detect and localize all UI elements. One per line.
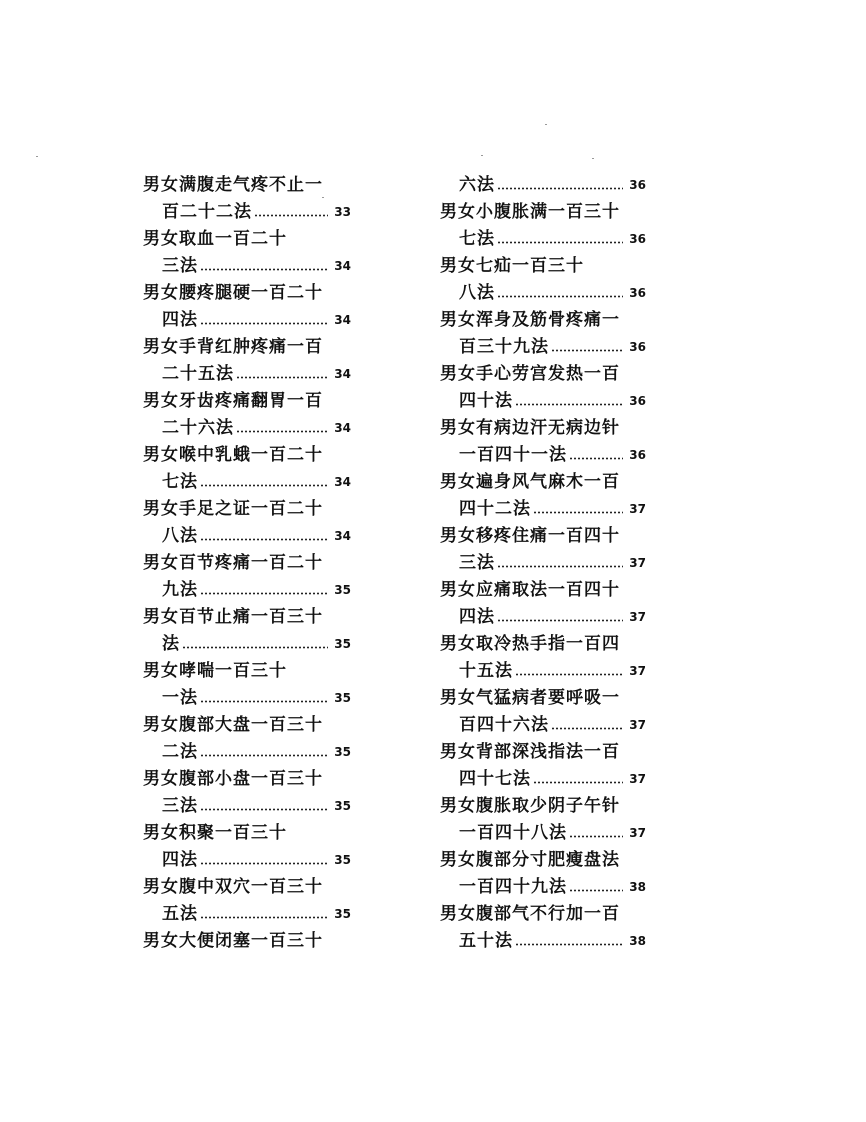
- scan-speck: [322, 197, 324, 198]
- toc-entry-text: 男女腹部大盘一百三十: [143, 715, 323, 735]
- dot-leader: [569, 457, 623, 460]
- dot-leader: [515, 943, 623, 946]
- toc-entry-text: 男女大便闭塞一百三十: [143, 931, 323, 951]
- toc-entry-title-line: [440, 523, 646, 550]
- page-number: 37: [629, 718, 646, 732]
- toc-entry-title-line: [440, 793, 646, 820]
- toc-entry-title-line: [440, 469, 646, 496]
- dot-leader: [497, 565, 623, 568]
- toc-entry-page-line: [143, 847, 351, 874]
- dot-leader: [551, 349, 623, 352]
- page-number: 36: [629, 394, 646, 408]
- scan-speck: [592, 158, 594, 159]
- toc-entry-text: 男女取血一百二十: [143, 229, 287, 249]
- page-number: 35: [334, 799, 351, 813]
- toc-entry-text: 二十六法: [162, 418, 234, 438]
- toc-entry-text: 男女腹中双穴一百三十: [143, 877, 323, 897]
- page-number: 34: [334, 421, 351, 435]
- toc-entry-page-line: [143, 577, 351, 604]
- dot-leader: [497, 295, 623, 298]
- toc-entry-text: 男女小腹胀满一百三十: [440, 202, 620, 222]
- toc-entry-title-line: [143, 442, 351, 469]
- toc-entry-text: 男女百节止痛一百三十: [143, 607, 323, 627]
- toc-entry-text: 男女满腹走气疼不止一: [143, 175, 323, 195]
- toc-entry-text: 男女牙齿疼痛翻胃一百: [143, 391, 323, 411]
- dot-leader: [200, 862, 328, 865]
- toc-entry-title-line: [143, 658, 351, 685]
- toc-entry-title-line: [143, 604, 351, 631]
- toc-entry-page-line: [143, 469, 351, 496]
- toc-entry-text: 六法: [459, 175, 495, 195]
- toc-entry-text: 男女有病边汗无病边针: [440, 418, 620, 438]
- page-number: 37: [629, 826, 646, 840]
- toc-entry-text: 男女哮喘一百三十: [143, 661, 287, 681]
- toc-entry-title-line: [440, 199, 646, 226]
- toc-entry-title-line: [440, 415, 646, 442]
- toc-entry-title-line: [440, 631, 646, 658]
- toc-entry-page-line: [143, 523, 351, 550]
- scan-speck: [36, 156, 38, 157]
- toc-entry-text: 三法: [459, 553, 495, 573]
- dot-leader: [533, 781, 623, 784]
- toc-entry-text: 二十五法: [162, 364, 234, 384]
- toc-entry-text: 男女喉中乳蛾一百二十: [143, 445, 323, 465]
- page-number: 37: [629, 664, 646, 678]
- page-number: 36: [629, 232, 646, 246]
- dot-leader: [515, 403, 623, 406]
- page-number: 38: [629, 880, 646, 894]
- page-number: 35: [334, 583, 351, 597]
- page-number: 38: [629, 934, 646, 948]
- scan-speck: [545, 124, 547, 125]
- dot-leader: [497, 619, 623, 622]
- toc-entry-text: 男女手足之证一百二十: [143, 499, 323, 519]
- toc-entry-text: 七法: [162, 472, 198, 492]
- toc-entry-page-line: [143, 307, 351, 334]
- toc-entry-text: 男女背部深浅指法一百: [440, 742, 620, 762]
- dot-leader: [200, 268, 328, 271]
- dot-leader: [200, 754, 328, 757]
- scan-speck: [481, 155, 483, 156]
- dot-leader: [236, 430, 328, 433]
- toc-right-column: [440, 172, 646, 955]
- dot-leader: [569, 835, 623, 838]
- toc-entry-text: 男女移疼住痛一百四十: [440, 526, 620, 546]
- toc-entry-text: 十五法: [459, 661, 513, 681]
- page-number: 35: [334, 907, 351, 921]
- page-number: 34: [334, 475, 351, 489]
- page-number: 33: [334, 205, 351, 219]
- toc-entry-text: 男女取冷热手指一百四: [440, 634, 620, 654]
- page-number: 34: [334, 259, 351, 273]
- toc-entry-page-line: [440, 550, 646, 577]
- dot-leader: [200, 484, 328, 487]
- toc-entry-page-line: [440, 226, 646, 253]
- page-number: 36: [629, 448, 646, 462]
- dot-leader: [236, 376, 328, 379]
- toc-entry-text: 四法: [162, 850, 198, 870]
- toc-entry-title-line: [143, 820, 351, 847]
- toc-entry-page-line: [440, 874, 646, 901]
- toc-left-column: [143, 172, 351, 955]
- dot-leader: [515, 673, 623, 676]
- page-number: 35: [334, 853, 351, 867]
- page-number: 37: [629, 772, 646, 786]
- toc-entry-page-line: [143, 199, 351, 226]
- dot-leader: [200, 916, 328, 919]
- toc-entry-text: 八法: [162, 526, 198, 546]
- toc-entry-page-line: [440, 604, 646, 631]
- toc-entry-title-line: [143, 226, 351, 253]
- toc-entry-page-line: [440, 334, 646, 361]
- toc-entry-text: 五法: [162, 904, 198, 924]
- dot-leader: [569, 889, 623, 892]
- toc-entry-text: 三法: [162, 796, 198, 816]
- toc-entry-text: 男女积聚一百三十: [143, 823, 287, 843]
- toc-entry-text: 百二十二法: [162, 202, 252, 222]
- toc-entry-title-line: [440, 307, 646, 334]
- dot-leader: [551, 727, 623, 730]
- toc-entry-title-line: [143, 280, 351, 307]
- toc-entry-page-line: [440, 712, 646, 739]
- dot-leader: [182, 646, 328, 649]
- toc-entry-text: 男女腹部气不行加一百: [440, 904, 620, 924]
- toc-entry-text: 五十法: [459, 931, 513, 951]
- toc-entry-text: 七法: [459, 229, 495, 249]
- toc-entry-title-line: [440, 739, 646, 766]
- toc-entry-title-line: [440, 361, 646, 388]
- toc-entry-text: 九法: [162, 580, 198, 600]
- toc-entry-text: 四法: [162, 310, 198, 330]
- page-number: 36: [629, 286, 646, 300]
- toc-entry-title-line: [440, 847, 646, 874]
- toc-entry-text: 四十二法: [459, 499, 531, 519]
- toc-entry-page-line: [440, 280, 646, 307]
- toc-entry-title-line: [143, 334, 351, 361]
- page-number: 36: [629, 340, 646, 354]
- dot-leader: [200, 808, 328, 811]
- toc-entry-title-line: [440, 901, 646, 928]
- toc-entry-title-line: [143, 766, 351, 793]
- toc-entry-text: 男女遍身风气麻木一百: [440, 472, 620, 492]
- page-number: 34: [334, 529, 351, 543]
- toc-entry-page-line: [440, 442, 646, 469]
- toc-entry-text: 男女手背红肿疼痛一百: [143, 337, 323, 357]
- toc-entry-text: 一百四十九法: [459, 877, 567, 897]
- dot-leader: [200, 700, 328, 703]
- toc-entry-page-line: [440, 388, 646, 415]
- toc-entry-title-line: [143, 928, 351, 955]
- toc-entry-page-line: [440, 820, 646, 847]
- toc-entry-text: 男女百节疼痛一百二十: [143, 553, 323, 573]
- toc-entry-text: 一法: [162, 688, 198, 708]
- dot-leader: [200, 322, 328, 325]
- toc-entry-text: 法: [162, 634, 180, 654]
- dot-leader: [200, 538, 328, 541]
- toc-entry-title-line: [143, 388, 351, 415]
- toc-entry-text: 一百四十一法: [459, 445, 567, 465]
- toc-entry-title-line: [143, 496, 351, 523]
- toc-entry-text: 男女腹部小盘一百三十: [143, 769, 323, 789]
- dot-leader: [200, 592, 328, 595]
- toc-entry-page-line: [143, 793, 351, 820]
- toc-entry-title-line: [440, 577, 646, 604]
- toc-entry-page-line: [440, 766, 646, 793]
- toc-entry-text: 男女腰疼腿硬一百二十: [143, 283, 323, 303]
- toc-entry-text: 百三十九法: [459, 337, 549, 357]
- toc-entry-title-line: [143, 712, 351, 739]
- toc-entry-page-line: [440, 928, 646, 955]
- toc-entry-page-line: [143, 361, 351, 388]
- toc-entry-text: 男女手心劳宫发热一百: [440, 364, 620, 384]
- toc-entry-page-line: [143, 685, 351, 712]
- toc-entry-text: 一百四十八法: [459, 823, 567, 843]
- toc-entry-title-line: [143, 172, 351, 199]
- page-number: 37: [629, 610, 646, 624]
- toc-entry-page-line: [143, 253, 351, 280]
- toc-entry-text: 二法: [162, 742, 198, 762]
- page-number: 35: [334, 691, 351, 705]
- toc-entry-text: 男女腹部分寸肥瘦盘法: [440, 850, 620, 870]
- dot-leader: [497, 241, 623, 244]
- toc-entry-text: 三法: [162, 256, 198, 276]
- page-number: 34: [334, 313, 351, 327]
- page-number: 37: [629, 502, 646, 516]
- toc-entry-text: 百四十六法: [459, 715, 549, 735]
- dot-leader: [254, 214, 328, 217]
- toc-entry-text: 男女浑身及筋骨疼痛一: [440, 310, 620, 330]
- toc-entry-text: 男女七疝一百三十: [440, 256, 584, 276]
- toc-entry-text: 四十七法: [459, 769, 531, 789]
- toc-entry-page-line: [440, 172, 646, 199]
- dot-leader: [533, 511, 623, 514]
- toc-entry-title-line: [143, 550, 351, 577]
- toc-entry-page-line: [143, 739, 351, 766]
- toc-entry-text: 八法: [459, 283, 495, 303]
- toc-entry-text: 四十法: [459, 391, 513, 411]
- page-number: 37: [629, 556, 646, 570]
- toc-entry-text: 四法: [459, 607, 495, 627]
- toc-entry-title-line: [440, 253, 646, 280]
- page-number: 35: [334, 637, 351, 651]
- toc-entry-text: 男女腹胀取少阴子午针: [440, 796, 620, 816]
- toc-entry-page-line: [143, 901, 351, 928]
- toc-entry-page-line: [440, 496, 646, 523]
- dot-leader: [497, 187, 623, 190]
- toc-entry-text: 男女气猛病者要呼吸一: [440, 688, 620, 708]
- toc-entry-title-line: [143, 874, 351, 901]
- toc-entry-text: 男女应痛取法一百四十: [440, 580, 620, 600]
- toc-entry-page-line: [143, 631, 351, 658]
- page-number: 35: [334, 745, 351, 759]
- page-number: 36: [629, 178, 646, 192]
- toc-entry-title-line: [440, 685, 646, 712]
- toc-entry-page-line: [440, 658, 646, 685]
- page-number: 34: [334, 367, 351, 381]
- toc-entry-page-line: [143, 415, 351, 442]
